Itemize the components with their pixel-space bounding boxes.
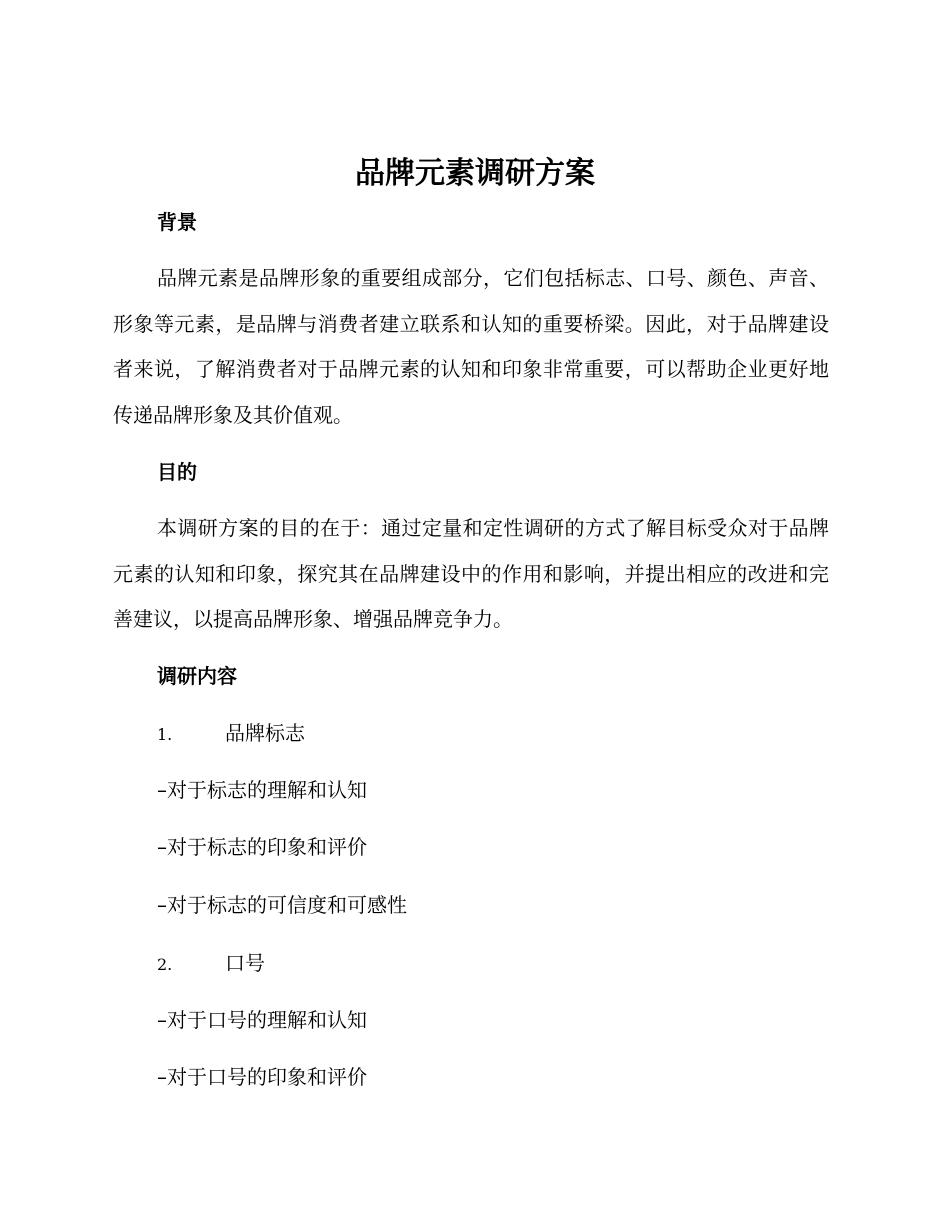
list-item: –对于标志的印象和评价 <box>157 835 367 859</box>
numbered-item-brand-logo <box>157 718 305 750</box>
section-heading-background: 背景 <box>157 210 197 234</box>
numbered-item-slogan <box>157 948 265 980</box>
list-item: –对于标志的理解和认知 <box>157 778 367 802</box>
document-title: 品牌元素调研方案 <box>355 156 595 191</box>
purpose-paragraph: 本调研方案的目的在于：通过定量和定性调研的方式了解目标受众对于品牌元素的认知和印象，探究其在品牌建设中的作用和影响，并提出相应的改进和完善建议，以提高品牌形象、增强品牌竞争力。 <box>113 516 829 631</box>
item-label: 口号 <box>225 951 265 975</box>
list-item: –对于标志的可信度和可感性 <box>157 893 407 917</box>
background-paragraph: 品牌元素是品牌形象的重要组成部分，它们包括标志、口号、颜色、声音、形象等元素，是品牌与消费者建立联系和认知的重要桥梁。因此，对于品牌建设者来说，了解消费者对于品牌元素的认知和印象非常重要，可以帮助企业更好地传递品牌形象及其价值观。 <box>113 266 829 427</box>
list-item: –对于口号的理解和认知 <box>157 1008 367 1032</box>
list-item: –对于口号的印象和评价 <box>157 1065 367 1089</box>
item-label: 品牌标志 <box>225 721 305 745</box>
item-number: 1. <box>157 725 173 744</box>
section-heading-content: 调研内容 <box>157 664 237 688</box>
item-number: 2. <box>157 955 173 974</box>
section-heading-purpose: 目的 <box>157 460 197 484</box>
